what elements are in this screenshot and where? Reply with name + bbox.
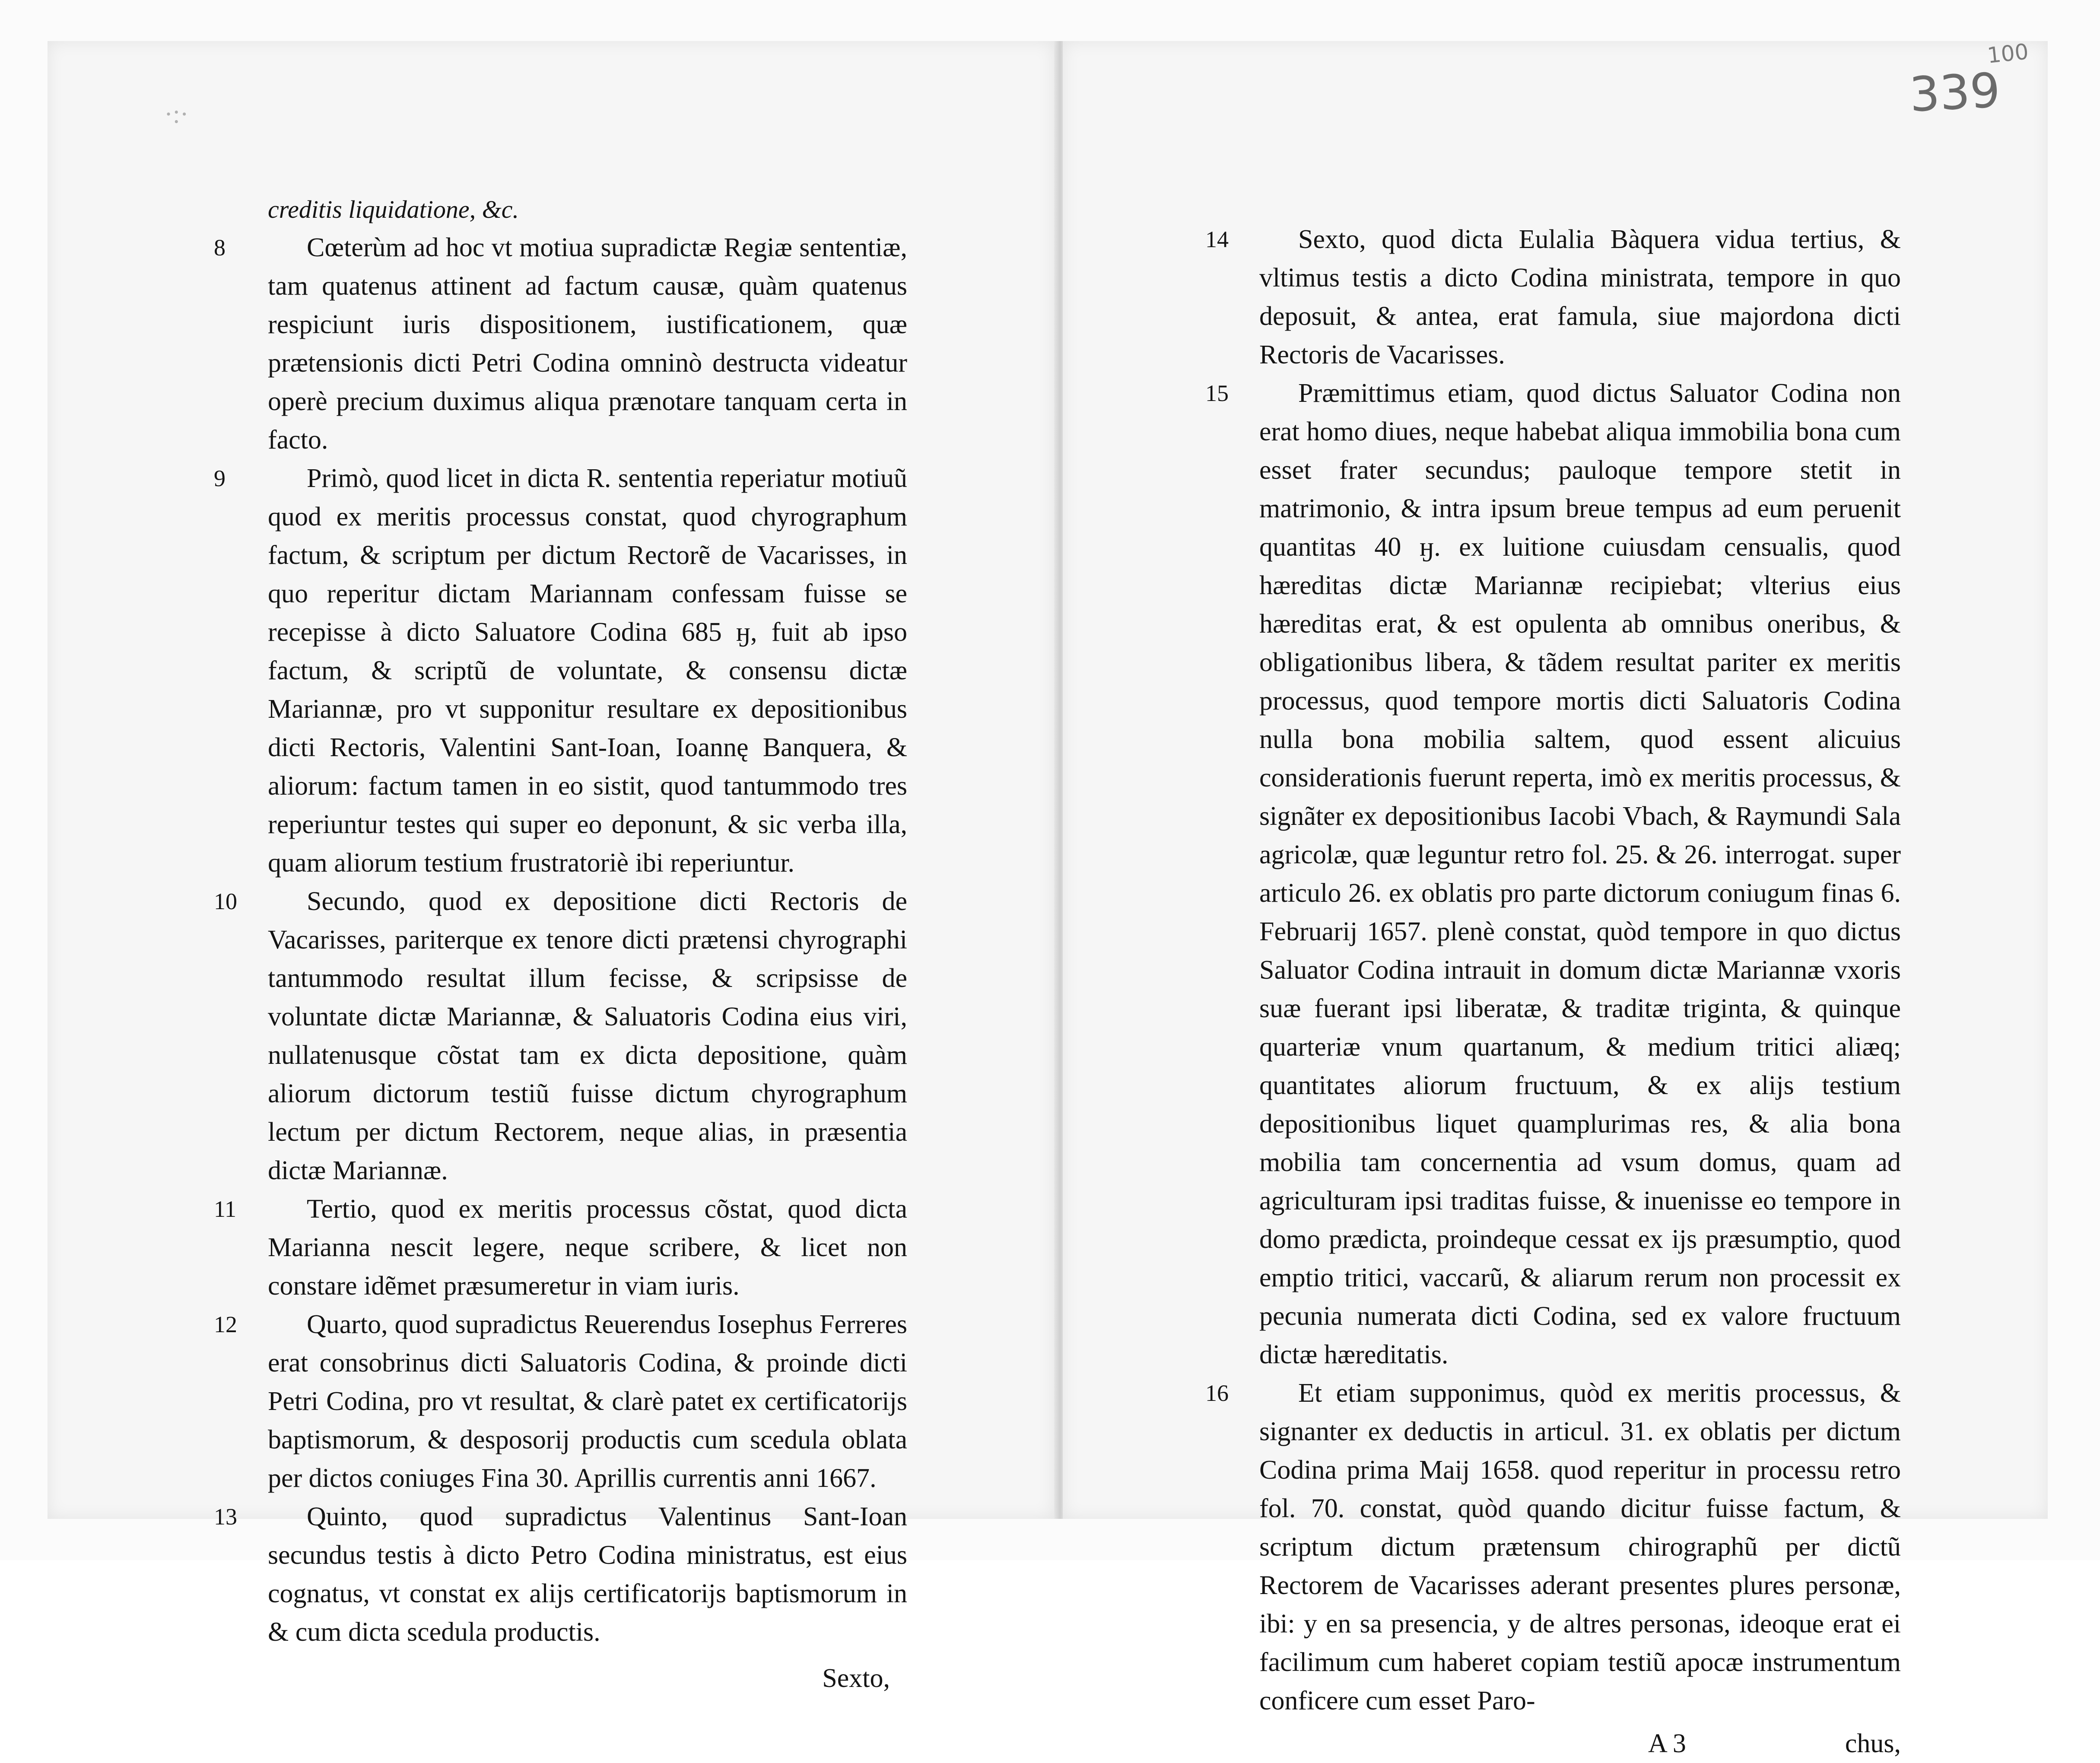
paragraph [1205, 220, 1901, 374]
paragraph-number: 16 [1205, 1380, 1229, 1406]
paragraph-text: Quarto, quod supradictus Reuerendus Iosephus Ferreres erat consobrinus dicti Saluatoris Codina, & proinde dicti Petri Codina, pro vt resultat, & clarè patet ex certificatorijs baptismorum, & desposorij productis cum scedula oblata per dictos coniuges Fina 30. Aprillis currentis anni 1667. [268, 1310, 907, 1493]
left-column [214, 190, 907, 1698]
paragraph-number: 13 [214, 1504, 237, 1530]
paragraph-text: Cœterùm ad hoc vt motiua supradictæ Regiæ sententiæ, tam quatenus attinent ad factum causæ, quàm quatenus respiciunt iuris dispositionem, iustificationem, quæ prætensionis dicti Petri Codina omninò destructa videatur operè precium duximus aliqua prænotare tanquam certa in facto. [268, 233, 907, 455]
paragraph [214, 1190, 907, 1305]
paragraph-number: 12 [214, 1311, 237, 1337]
paragraph-text: Primò, quod licet in dicta R. sententia reperiatur motiuũ quod ex meritis processus constat, quod chyrographum factum, & scriptum per dictum Rectorẽ de Vacarisses, in quo reperitur dictam Mariannam confessam fuisse se recepisse à dicto Saluatore Codina 685 ӈ, fuit ab ipso factum, & scriptũ de voluntate, & consensu dictæ Mariannæ, pro vt supponitur resultare ex depositionibus dicti Rectoris, Valentini Sant-Ioan, Ioannę Banquera, & aliorum: factum tamen in eo sistit, quod tantummodo tres reperiuntur testes qui super eo deponunt, & sic verba illa, quam aliorum testium frustratoriè ibi reperiuntur. [268, 464, 907, 878]
folio-number: 339 [1908, 62, 2002, 123]
paragraph [214, 882, 907, 1190]
paragraph-number: 9 [214, 465, 226, 491]
paragraph-text: Quinto, quod supradictus Valentinus Sant-Ioan secundus testis à dicto Petro Codina ministratus, est eius cognatus, vt constat ex alijs certificatorijs baptismorum in & cum dicta scedula productis. [268, 1502, 907, 1647]
ink-smudge-icon: ·:· [164, 100, 189, 128]
catchword: Sexto, [822, 1664, 890, 1693]
paragraph-number: 15 [1205, 380, 1229, 406]
paragraph-number: 11 [214, 1196, 236, 1222]
paragraph [214, 1498, 907, 1652]
paragraph-number: 8 [214, 235, 226, 261]
catchword: chus, [1845, 1729, 1901, 1758]
paragraph-number: 10 [214, 888, 237, 914]
paragraph-number: 14 [1205, 226, 1229, 252]
paragraph [214, 459, 907, 882]
footer-line [1259, 1725, 1901, 1763]
paragraph [1205, 374, 1901, 1374]
paragraph [214, 229, 907, 459]
paragraph-text: Secundo, quod ex depositione dicti Rectoris de Vacarisses, pariterque ex tenore dicti prætensi chyrographi tantummodo resultat illum fecisse, & scripsisse de voluntate dictæ Mariannæ, & Saluatoris Codina eius viri, nullatenusque cõstat tam ex dicta depositione, quàm aliorum dictorum testiũ fuisse dictum chyrographum lectum per dictum Rectorem, neque alias, in præsentia dictæ Mariannæ. [268, 887, 907, 1185]
paragraph-text: Præmittimus etiam, quod dictus Saluator Codina non erat homo diues, neque habebat aliqua immobilia bona cum esset frater secundus; pauloque tempore stetit in matrimonio, & intra ipsum breue tempus ad eum peruenit quantitas 40 ӈ. ex luitione cuiusdam censualis, quod hæreditas dictæ Mariannæ recipiebat; vlterius eius hæreditas erat, & est opulenta ab omnibus oneribus, & obligationibus libera, & tãdem resultat pariter ex meritis processus, quod tempore mortis dicti Saluatoris Codina nulla bona mobilia saltem, quod essent alicuius considerationis fuerunt reperta, imò ex meritis processus, & signãter ex depositionibus Iacobi Vbach, & Raymundi Sala agricolæ, quæ leguntur retro fol. 25. & 26. interrogat. super articulo 26. ex oblatis pro parte dictorum coniugum finas 6. Februarij 1657. plenè constat, quòd tempore in quo dictus Saluator Codina intrauit in domum dictæ Mariannæ vxoris suæ fuerant ipsi liberatæ, & traditæ triginta, & quinque quarteriæ vnum quartanum, & medium tritici aliæq; quantitates aliorum fructuum, & ex alijs testium depositionibus liquet quamplurimas res, & alia bona mobilia tam concernentia ad vsum domus, quam ad agriculturam ipsi traditas fuisse, & inuenisse eo tempore in domo prædicta, proindeque cessat ex ijs præsumptio, quod emptio tritici, vaccarũ, & aliarum rerum non processit ex pecunia numerata dicti Codina, sed ex valore fructuum dictæ hæreditatis. [1259, 379, 1901, 1369]
right-column [1205, 220, 1901, 1763]
paragraph-text: Tertio, quod ex meritis processus cõstat, quod dicta Marianna nescit legere, neque scribere, & licet non constare idẽmet præsumeretur in viam iuris. [268, 1194, 907, 1301]
paragraph-text: Sexto, quod dicta Eulalia Bàquera vidua tertius, & vltimus testis a dicto Codina ministrata, tempore in quo deposuit, & antea, erat famula, siue majordona dicti Rectoris de Vacarisses. [1259, 225, 1901, 369]
signature-mark: A 3 [1648, 1729, 1686, 1758]
run-in-heading: creditis liquidatione, &c. [268, 195, 519, 223]
paragraph [214, 1305, 907, 1498]
folio-number-alt: 100 [1986, 39, 2030, 68]
paragraph-text: Et etiam supponimus, quòd ex meritis processus, & signanter ex deductis in articul. 31. ex oblatis per dictum Codina prima Maij 1658. quod reperitur in processu retro fol. 70. constat, quòd quando dicitur fuisse factum, & scriptum dictum prætensum chirographũ per dictũ Rectorem de Vacarisses aderant presentes plures personæ, ibi: y en sa presencia, y de altres personas, ideoque erat ei facilimum cum haberet copiam testiũ apocæ instrumentum conficere cum esset Paro- [1259, 1378, 1901, 1715]
paragraph [1205, 1374, 1901, 1720]
